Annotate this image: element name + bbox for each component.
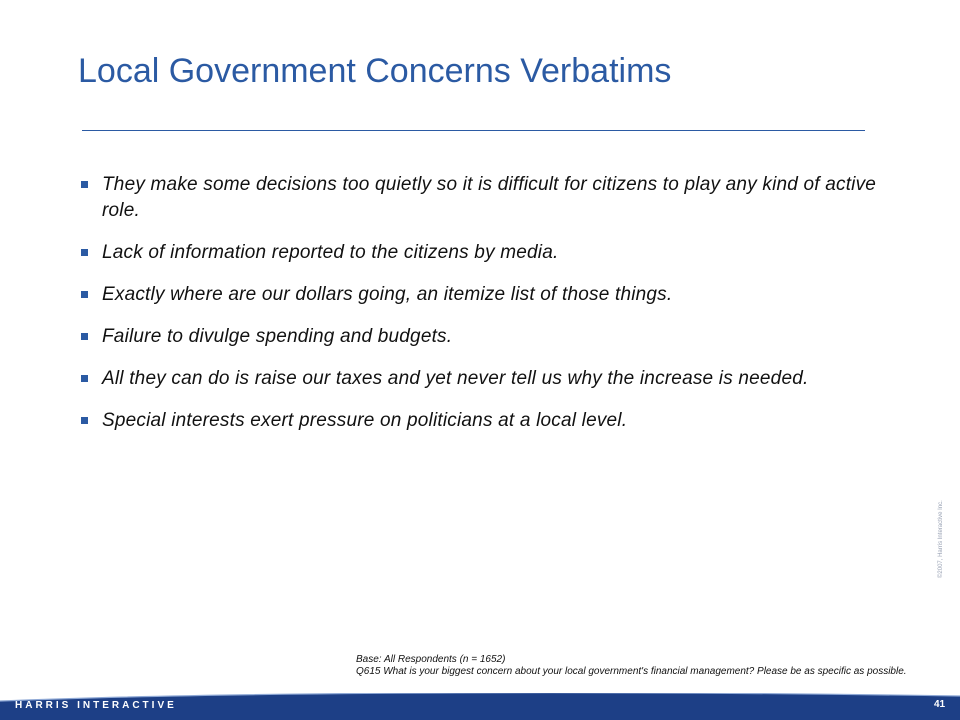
footnote-base: Base: All Respondents (n = 1652) (356, 654, 506, 665)
verbatim-text: All they can do is raise our taxes and yet never tell us why the increase is needed. (102, 368, 809, 389)
list-item (78, 408, 888, 434)
verbatim-text: They make some decisions too quietly so it is difficult for citizens to play any kind of active role. (102, 174, 877, 221)
list-item (78, 240, 888, 266)
list-item (78, 172, 888, 224)
square-bullet-icon (81, 249, 88, 256)
page-number: 41 (934, 699, 946, 710)
verbatim-text: Special interests exert pressure on politicians at a local level. (102, 410, 628, 431)
square-bullet-icon (81, 181, 88, 188)
square-bullet-icon (81, 333, 88, 340)
verbatim-text: Lack of information reported to the citizens by media. (102, 242, 559, 263)
title-divider (82, 130, 865, 131)
copyright-notice: ©2007, Harris Interactive Inc. (938, 500, 944, 578)
brand-name: HARRIS INTERACTIVE (15, 700, 177, 711)
square-bullet-icon (81, 417, 88, 424)
list-item (78, 366, 888, 392)
footnote-question: Q615 What is your biggest concern about your local government's financial management? Please be as specific as possible. (356, 666, 907, 677)
square-bullet-icon (81, 291, 88, 298)
verbatim-text: Failure to divulge spending and budgets. (102, 326, 453, 347)
square-bullet-icon (81, 375, 88, 382)
list-item (78, 324, 888, 350)
footnote (356, 654, 926, 678)
list-item (78, 282, 888, 308)
verbatim-list (78, 172, 888, 450)
verbatim-text: Exactly where are our dollars going, an itemize list of those things. (102, 284, 673, 305)
slide-title: Local Government Concerns Verbatims (78, 52, 672, 90)
